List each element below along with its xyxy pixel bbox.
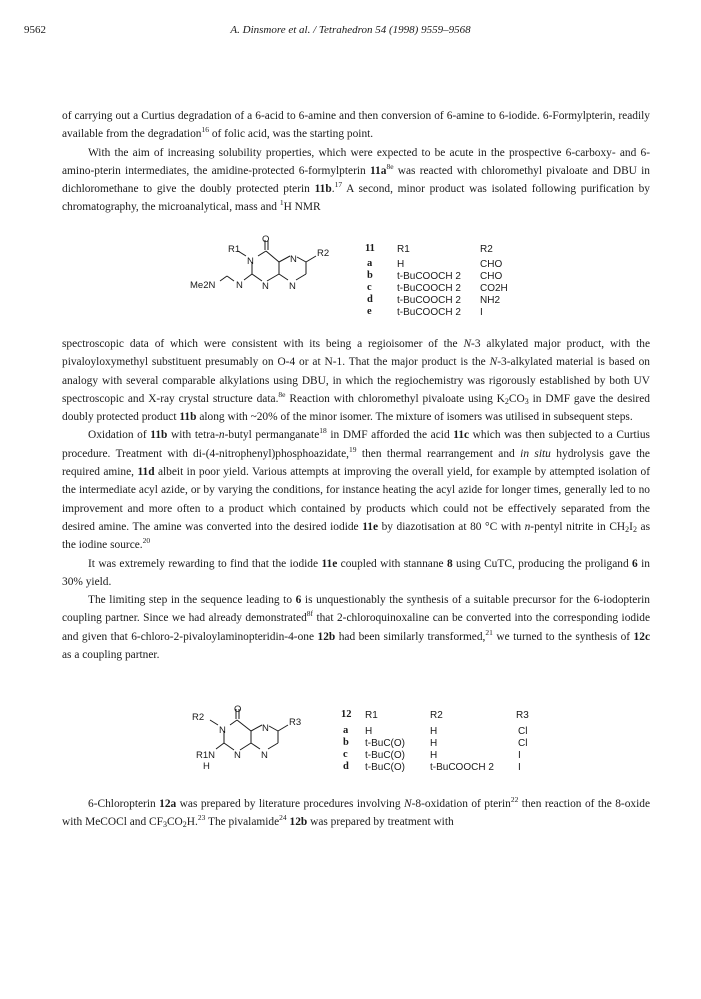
cell-r2: H — [430, 750, 438, 761]
pterin-12-structure — [178, 705, 328, 775]
row-label: e — [367, 306, 372, 317]
atom-r2: R2 — [317, 248, 330, 259]
atom-n8: N — [261, 750, 268, 761]
cell-r3: I — [518, 762, 521, 773]
atom-n8: N — [289, 281, 296, 292]
column-header-r1: R1 — [365, 710, 378, 721]
cell-r1: t-BuCOOCH 2 — [397, 271, 461, 282]
row-label: b — [343, 737, 349, 748]
substituent-table-11 — [365, 244, 585, 334]
compound-number: 11 — [365, 243, 375, 254]
atom-n5: N — [290, 254, 297, 265]
cell-r2: I — [480, 307, 483, 318]
paragraph: 6-Chloropterin 12a was prepared by literature procedures involving N-8-oxidation of pterin$^{22}$ then reaction of the 8-oxide with MeCOCl and $CF_3CO_2H.^{23}$ The pivalamide$^{24}$ 12b was prepared by treatment with — [62, 795, 651, 830]
column-header-r2: R2 — [430, 710, 443, 721]
row-label: a — [367, 258, 373, 269]
page-number: 9562 — [24, 24, 46, 36]
column-header-r2: R2 — [480, 244, 493, 255]
cell-r2: H — [430, 738, 438, 749]
cell-r1: t-BuC(O) — [365, 750, 405, 761]
row-label: d — [367, 294, 373, 305]
cell-r2: CHO — [480, 259, 503, 270]
paragraph: With the aim of increasing solubility properties, which were expected to be acute in the prospective 6-carboxy- and 6-amino-pterin intermediates, the amidine-protected 6-formylpterin $11a^{8e}$ was reacted with chloromethyl pivaloate and DBU in dichloromethane to give the doubly protected pterin 11b.$^{17}$ A second, minor product was isolated following purification by chromatography, the microanalytical, mass and $^1$H NMR — [62, 146, 650, 214]
cell-r1: t-BuCOOCH 2 — [397, 307, 461, 318]
row-label: c — [367, 282, 372, 293]
cell-r3: Cl — [518, 738, 528, 749]
column-header-r1: R1 — [397, 244, 410, 255]
text-block-1 — [62, 107, 650, 217]
atom-n1: N — [262, 281, 269, 292]
substituent-table-12 — [341, 710, 581, 780]
cell-r1: H — [365, 726, 373, 737]
atom-me2n: Me2N — [190, 280, 216, 291]
running-title: A. Dinsmore et al. / Tetrahedron 54 (1998) 9559–9568 — [230, 24, 471, 36]
row-label: a — [343, 725, 349, 736]
atom-r1: R1 — [228, 244, 241, 255]
paragraph: spectroscopic data of which were consistent with its being a regioisomer of the N-3 alkylated major product, with the pivaloyloxymethyl substituent presumably on O-4 or at N-1. That the major product is the N-3-alkylated material is based on analogy with several comparable alkylations using DBU, in which the regiochemistry was rigorously established by both UV spectroscopic and X-ray crystal structure data.$^{8e}$ Reaction with chloromethyl pivaloate using $K_2CO_3$ in DMF gave the desired doubly protected product 11b along with ~20% of the minor isomer. The mixture of isomers was utilised in subsequent steps. — [62, 338, 650, 424]
row-label: b — [367, 270, 373, 281]
paragraph: Oxidation of 11b with tetra-n-butyl permanganate$^{18}$ in DMF afforded the acid 11c which was then subjected to a Curtius procedure. Treatment with di-(4-nitrophenyl)phosphoazidate,$^{19}$ then thermal rearrangement and in situ hydrolysis gave the required amine, 11d albeit in poor yield. Various attempts at improving the overall yield, for example by attempted isolation of the intermediate acyl azide, or by varying the conditions, for instance heating the acyl azide for longer times, generally led to no improvement and more often to a product which contained by products which could not be effectively separated from the desired amine. The amine was converted into the desired iodide 11e by diazotisation at 80 °C with n-pentyl nitrite in $CH_2I_2$ as the iodine source.$^{20}$ — [62, 426, 651, 552]
atom-n3: N — [247, 256, 254, 267]
cell-r3: Cl — [518, 726, 528, 737]
atom-o: O — [234, 705, 242, 715]
atom-n-imine: N — [236, 280, 243, 291]
atom-h: H — [203, 761, 210, 772]
paragraph: of carrying out a Curtius degradation of a 6-acid to 6-amine and then conversion of 6-amine to 6-iodide. 6-Formylpterin, readily available from the degradation$^{16}$ of folic acid, was the starting point. — [62, 110, 650, 141]
row-label: d — [343, 761, 349, 772]
atom-r3: R3 — [289, 717, 302, 728]
atom-o: O — [262, 234, 270, 245]
atom-r2: R2 — [192, 712, 205, 723]
cell-r1: t-BuC(O) — [365, 762, 405, 773]
cell-r2: NH2 — [480, 295, 501, 306]
cell-r2: CHO — [480, 271, 503, 282]
paragraph: It was extremely rewarding to find that the iodide 11e coupled with stannane 8 using CuTC, producing the proligand 6 in 30% yield. — [62, 557, 650, 588]
cell-r2: CO2H — [480, 283, 508, 294]
cell-r1: t-BuCOOCH 2 — [397, 295, 461, 306]
cell-r3: I — [518, 750, 521, 761]
cell-r1: H — [397, 259, 405, 270]
cell-r2: H — [430, 726, 438, 737]
atom-r1n: R1N — [196, 750, 216, 761]
atom-n5: N — [262, 723, 269, 734]
pterin-11-structure — [190, 234, 360, 304]
text-block-3 — [62, 795, 650, 832]
column-header-r3: R3 — [516, 710, 529, 721]
cell-r1: t-BuCOOCH 2 — [397, 283, 461, 294]
compound-number: 12 — [341, 709, 352, 720]
text-block-2 — [62, 335, 650, 664]
row-label: c — [343, 749, 348, 760]
cell-r2: t-BuCOOCH 2 — [430, 762, 494, 773]
atom-n3: N — [219, 725, 226, 736]
atom-n1: N — [234, 750, 241, 761]
paragraph: The limiting step in the sequence leading to 6 is unquestionably the synthesis of a suitable precursor for the 6-iodopterin coupling partner. Since we had already demonstrated$^{8f}$ that 2-chloroquinoxaline can be converted into the corresponding iodide and given that 6-chloro-2-pivaloylaminopteridin-4-one 12b had been similarly transformed,$^{21}$ we turned to the synthesis of 12c as a coupling partner. — [62, 594, 650, 662]
cell-r1: t-BuC(O) — [365, 738, 405, 749]
